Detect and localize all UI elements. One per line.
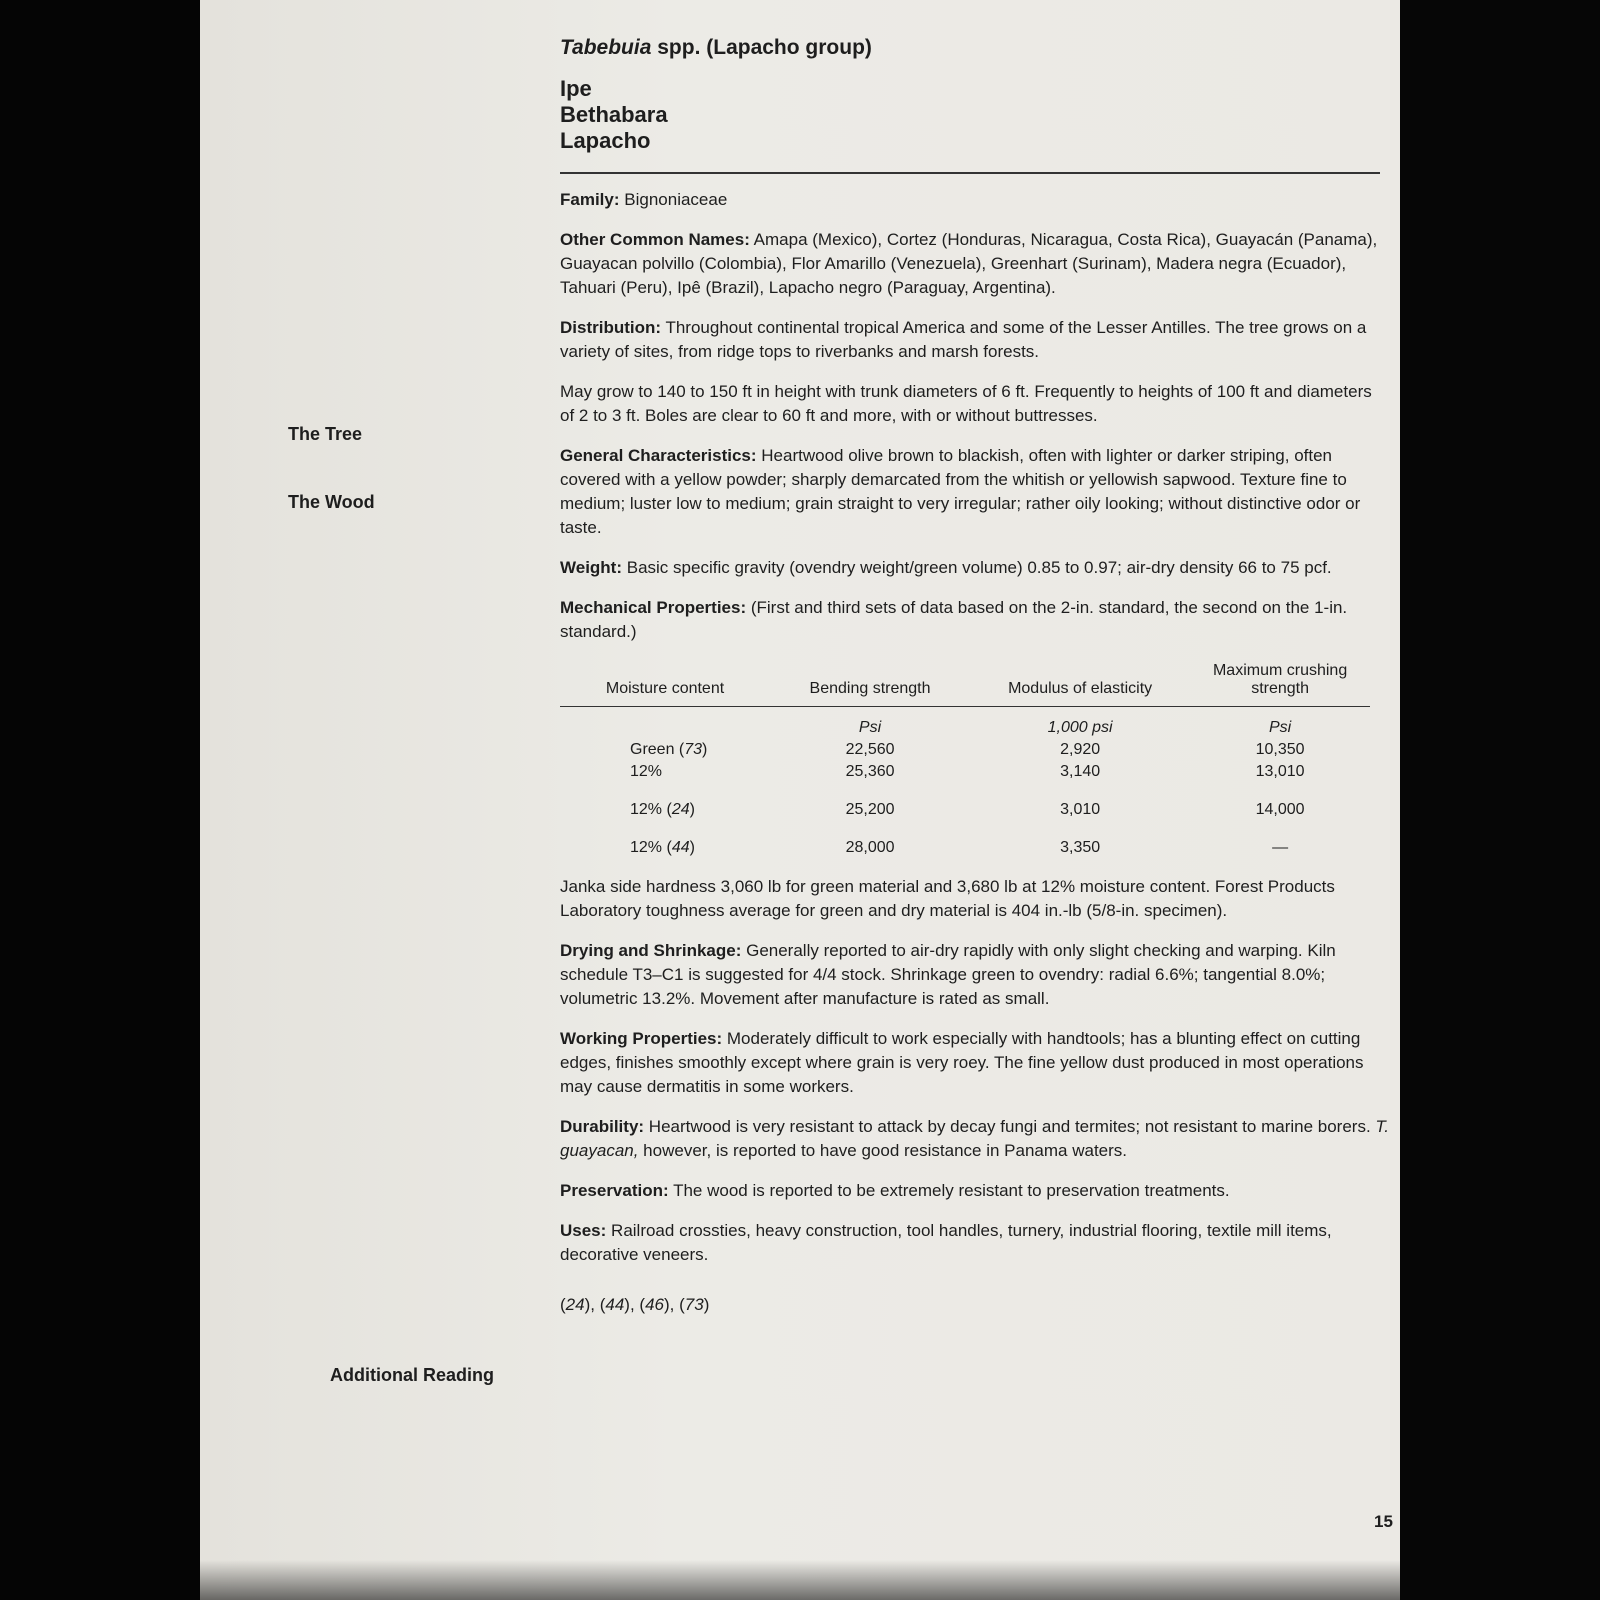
uses-label: Uses: — [560, 1221, 607, 1240]
drying-text: Generally reported to air-dry rapidly with only slight checking and warping. Kiln schedule T3–C1 is suggested for 4/4 stock. Shrinkage green to ovendry: radial 6.6%; tangential 8.0%; volumetric 13.2%. Movement after manufacture is rated as small. — [560, 941, 1336, 1008]
durability-text-b: however, is reported to have good resistance in Panama waters. — [638, 1141, 1128, 1160]
cell-bending: 25,200 — [845, 801, 895, 818]
reading-ref: 73 — [684, 1295, 704, 1314]
side-label-additional-reading: Additional Reading — [330, 1365, 494, 1385]
cell-modulus: 3,350 — [1060, 839, 1101, 856]
weight-label: Weight: — [560, 558, 623, 577]
reading-punct: ), ( — [584, 1295, 606, 1314]
unit-crushing: Psi — [1268, 719, 1292, 736]
preservation-paragraph — [560, 1179, 1390, 1203]
cell-moisture: Green (73) — [630, 741, 708, 758]
right-background — [1400, 0, 1600, 1600]
common-names-heading — [560, 76, 1390, 154]
moisture-value: Green — [630, 741, 675, 758]
general-text: Heartwood olive brown to blackish, often with lighter or darker striping, often covered with a yellow powder; sharply demarcated from the whitish or yellowish sapwood. Texture fine to medium; luster low to medium; grain straight to very irregular; rather oily looking; without distinctive odor or taste. — [560, 446, 1361, 537]
weight-paragraph — [560, 556, 1390, 580]
reading-ref: 46 — [645, 1295, 664, 1314]
table-row — [560, 739, 1370, 761]
cell-bending: 28,000 — [845, 839, 895, 856]
header-moisture-content: Moisture content — [560, 658, 770, 707]
moisture-value: 12% — [630, 839, 663, 856]
units-row — [560, 707, 1370, 740]
family-text: Bignoniaceae — [619, 190, 728, 209]
name-ipe: Ipe — [560, 76, 592, 101]
drying-label: Drying and Shrinkage: — [560, 941, 742, 960]
table-row — [560, 761, 1370, 783]
tree-paragraph: May grow to 140 to 150 ft in height with trunk diameters of 6 ft. Frequently to heights of 100 ft and diameters of 2 to 3 ft. Boles are clear to 60 ft and more, with or without buttresses. — [560, 382, 1372, 425]
cell-crushing: 14,000 — [1255, 801, 1305, 818]
table-header-row — [560, 658, 1370, 707]
table-row — [560, 783, 1370, 821]
cell-crushing: 10,350 — [1255, 741, 1305, 758]
durability-paragraph — [560, 1115, 1390, 1163]
unit-modulus: 1,000 psi — [1047, 719, 1113, 736]
cell-modulus: 2,920 — [1060, 741, 1101, 758]
general-label: General Characteristics: — [560, 446, 757, 465]
reference-number: 24 — [671, 801, 690, 818]
cell-crushing: — — [1272, 839, 1289, 856]
page-bottom-shadow — [200, 1560, 1400, 1600]
janka-paragraph: Janka side hardness 3,060 lb for green material and 3,680 lb at 12% moisture content. Forest Products Laboratory toughness average for green and dry material is 404 in.-lb (5/8-in. specimen). — [560, 877, 1335, 920]
reading-punct: ) — [703, 1295, 710, 1314]
mechanical-text: (First and third sets of data based on the 2-in. standard, the second on the 1-in. standard.) — [560, 598, 1348, 641]
header-crushing-strength: Maximum crushing strength — [1190, 658, 1370, 707]
left-background — [0, 0, 200, 1600]
durability-species: T. guayacan, — [560, 1117, 1389, 1160]
reference-number: 44 — [671, 839, 690, 856]
species-title — [560, 36, 1390, 60]
reading-punct: ), ( — [624, 1295, 646, 1314]
mechanical-properties-table — [560, 658, 1370, 859]
header-bending-strength: Bending strength — [770, 658, 970, 707]
reading-punct: ( — [560, 1295, 566, 1314]
working-label: Working Properties: — [560, 1029, 723, 1048]
cell-modulus: 3,010 — [1060, 801, 1101, 818]
name-bethabara: Bethabara — [560, 102, 668, 127]
working-paragraph — [560, 1027, 1390, 1099]
name-lapacho: Lapacho — [560, 128, 651, 153]
distribution-label: Distribution: — [560, 318, 662, 337]
reading-ref: 24 — [565, 1295, 585, 1314]
mechanical-label: Mechanical Properties: — [560, 598, 747, 617]
unit-moisture — [560, 707, 770, 740]
mechanical-paragraph — [560, 596, 1390, 644]
moisture-value: 12% — [630, 801, 663, 818]
reference-number: 73 — [684, 741, 703, 758]
distribution-text: Throughout continental tropical America and some of the Lesser Antilles. The tree grows on a variety of sites, from ridge tops to riverbanks and marsh forests. — [560, 318, 1367, 361]
title-rest: spp. (Lapacho group) — [651, 36, 872, 59]
uses-paragraph — [560, 1219, 1390, 1267]
cell-moisture: 12% (24) — [630, 801, 695, 818]
family-paragraph — [560, 188, 1390, 212]
general-characteristics-paragraph — [560, 444, 1390, 540]
title-genus: Tabebuia — [560, 36, 652, 59]
unit-bending: Psi — [858, 719, 882, 736]
main-column — [560, 36, 1390, 1317]
cell-crushing: 13,010 — [1255, 763, 1305, 780]
header-modulus: Modulus of elasticity — [970, 658, 1190, 707]
durability-label: Durability: — [560, 1117, 645, 1136]
table-row — [560, 821, 1370, 859]
distribution-paragraph — [560, 316, 1390, 364]
cell-bending: 25,360 — [845, 763, 895, 780]
side-label-tree: The Tree — [288, 424, 363, 444]
uses-text: Railroad crossties, heavy construction, tool handles, turnery, industrial flooring, textile mill items, decorative veneers. — [560, 1221, 1332, 1264]
reading-punct: ), ( — [664, 1295, 685, 1314]
other-names-text: Amapa (Mexico), Cortez (Honduras, Nicaragua, Costa Rica), Guayacán (Panama), Guayacan polvillo (Colombia), Flor Amarillo (Venezuela), Greenhart (Surinam), Madera negra (Ecuador), Tahuari (Peru), Ipê (Brazil), Lapacho negro (Paraguay, Argentina). — [560, 230, 1378, 297]
weight-text: Basic specific gravity (ovendry weight/green volume) 0.85 to 0.97; air-dry density 66 to 75 pcf. — [622, 558, 1332, 577]
family-label: Family: — [560, 190, 620, 209]
additional-reading-refs — [560, 1293, 1390, 1317]
cell-moisture: 12% (44) — [630, 839, 695, 856]
cell-moisture: 12% — [630, 763, 663, 780]
page-number: 15 — [1374, 1512, 1393, 1531]
heading-rule — [560, 172, 1380, 174]
preservation-text: The wood is reported to be extremely resistant to preservation treatments. — [668, 1181, 1230, 1200]
reading-ref: 44 — [605, 1295, 625, 1314]
working-text: Moderately difficult to work especially with handtools; has a blunting effect on cutting edges, finishes smoothly except where grain is very roey. The fine yellow dust produced in most operations may cause dermatitis in some workers. — [560, 1029, 1364, 1096]
drying-paragraph — [560, 939, 1390, 1011]
cell-modulus: 3,140 — [1060, 763, 1101, 780]
other-names-label: Other Common Names: — [560, 230, 750, 249]
cell-bending: 22,560 — [845, 741, 895, 758]
other-names-paragraph — [560, 228, 1390, 300]
side-label-wood: The Wood — [288, 492, 375, 512]
durability-text-a: Heartwood is very resistant to attack by decay fungi and termites; not resistant to marine borers. — [644, 1117, 1376, 1136]
preservation-label: Preservation: — [560, 1181, 669, 1200]
